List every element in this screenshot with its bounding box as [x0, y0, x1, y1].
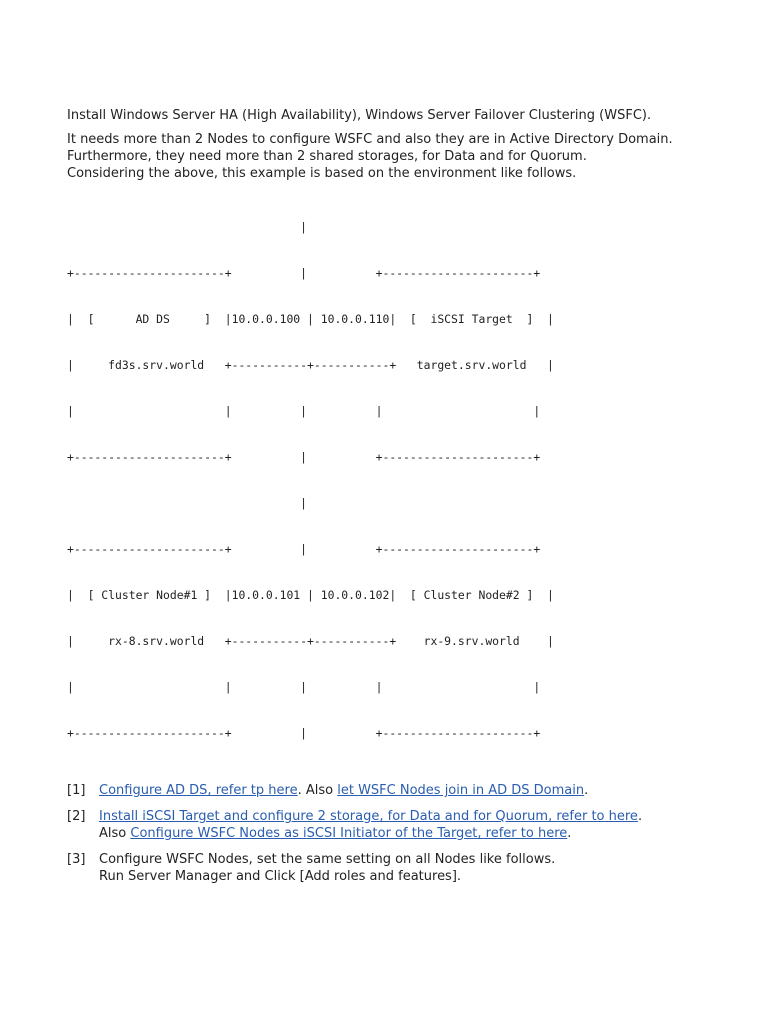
step-text: . Also — [297, 783, 338, 799]
requirement-line: It needs more than 2 Nodes to configure WSFC and also they are in Active Directory Domain. — [67, 132, 673, 147]
document-page — [67, 107, 727, 894]
requirement-line: Furthermore, they need more than 2 shared storages, for Data and for Quorum. — [67, 149, 587, 164]
requirements-paragraph — [67, 131, 727, 182]
step-line — [99, 808, 642, 825]
step-text: . — [637, 809, 643, 825]
diagram-line: +----------------------+ | +----------------------+ — [67, 449, 541, 464]
step-body — [99, 851, 555, 885]
step-line: Run Server Manager and Click [Add roles and features]. — [99, 869, 462, 885]
intro-title-text: Install Windows Server HA (High Availability), Windows Server Failover Clustering (WSFC). — [67, 108, 652, 123]
step-number: [3] — [67, 852, 86, 868]
step-2 — [67, 808, 727, 842]
intro-title — [67, 107, 727, 124]
network-diagram — [67, 189, 727, 772]
step-text: . — [567, 826, 572, 842]
step-number: [2] — [67, 809, 86, 825]
diagram-line: | | | | | — [67, 680, 541, 694]
step-body — [99, 782, 588, 799]
install-iscsi-target-link[interactable]: Install iSCSI Target and configure 2 storage, for Data and for Quorum, refer to here — [99, 809, 638, 825]
diagram-line: | [ Cluster Node#1 ] |10.0.0.101 | 10.0.0.102| [ Cluster Node#2 ] | — [67, 587, 554, 602]
step-text: . — [584, 783, 589, 799]
step-text: Also — [99, 826, 131, 842]
diagram-line: | fd3s.srv.world +-----------+-----------+ target.srv.world | — [67, 357, 554, 372]
step-line: Configure WSFC Nodes, set the same setting on all Nodes like follows. — [99, 852, 556, 868]
steps-list — [67, 782, 727, 885]
configure-ad-ds-link[interactable]: Configure AD DS, refer tp here — [99, 783, 298, 799]
step-number: [1] — [67, 783, 86, 799]
step-body — [99, 808, 642, 842]
diagram-line: +----------------------+ | +----------------------+ — [67, 726, 541, 741]
configure-iscsi-initiator-link[interactable]: Configure WSFC Nodes as iSCSI Initiator of the Target, refer to here — [130, 826, 568, 842]
join-ad-domain-link[interactable]: let WSFC Nodes join in AD DS Domain — [337, 783, 585, 799]
diagram-line: | — [67, 495, 308, 510]
requirement-line: Considering the above, this example is based on the environment like follows. — [67, 166, 577, 181]
step-line — [99, 825, 642, 842]
diagram-line: | — [67, 219, 308, 234]
diagram-line: | [ AD DS ] |10.0.0.100 | 10.0.0.110| [ iSCSI Target ] | — [67, 311, 554, 326]
diagram-line: +----------------------+ | +----------------------+ — [67, 541, 541, 556]
step-1 — [67, 782, 727, 799]
diagram-line: | rx-8.srv.world +-----------+-----------+ rx-9.srv.world | — [67, 633, 554, 648]
diagram-line: | | | | | — [67, 403, 541, 418]
diagram-line: +----------------------+ | +----------------------+ — [67, 265, 541, 280]
step-3 — [67, 851, 727, 885]
